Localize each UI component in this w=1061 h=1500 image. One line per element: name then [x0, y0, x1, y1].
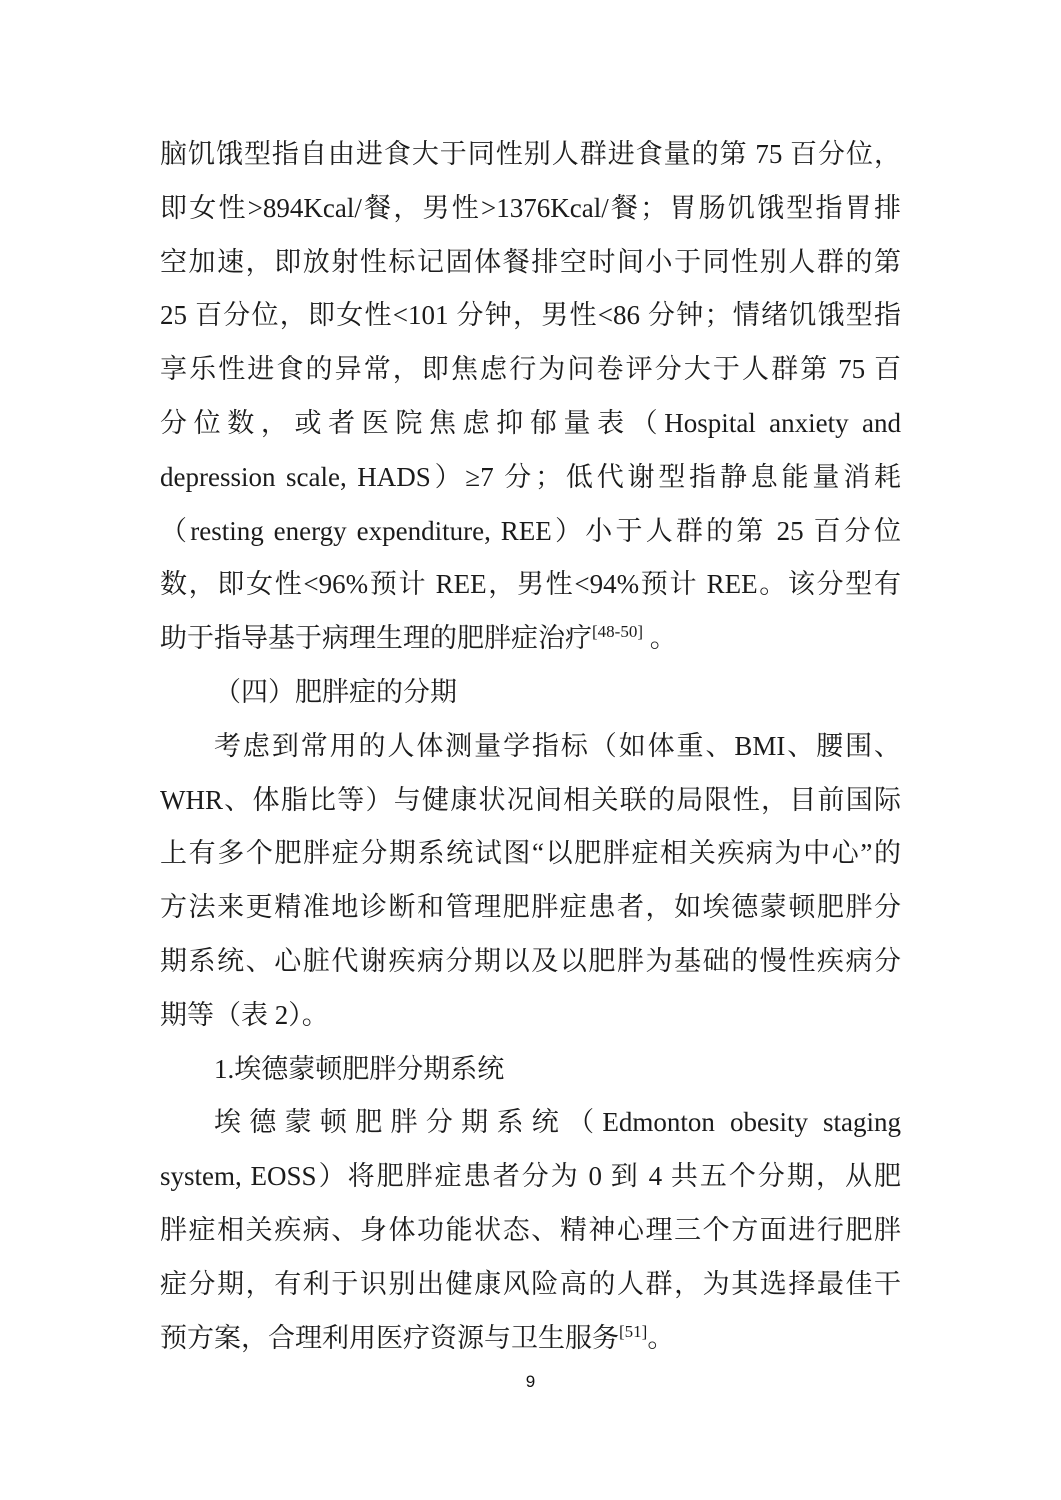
text-line [160, 451, 901, 505]
text-line [160, 989, 901, 1043]
text-segment: 。 [647, 1322, 675, 1353]
text-block [160, 128, 901, 1365]
text-segment: 。 [642, 623, 677, 654]
text-line [160, 1150, 901, 1204]
text-segment: system, EOSS）将肥胖症患者分为 0 到 4 共五个分期，从肥 [160, 1161, 901, 1192]
text-line [160, 236, 901, 290]
text-line [160, 827, 901, 881]
text-segment: （四）肥胖症的分期 [214, 676, 457, 707]
text-line [160, 128, 901, 182]
text-segment: 享乐性进食的异常，即焦虑行为问卷评分大于人群第 75 百 [160, 354, 901, 385]
text-segment: 1.埃德蒙顿肥胖分期系统 [214, 1053, 505, 1084]
text-segment: 上有多个肥胖症分期系统试图“以肥胖症相关疾病为中心”的 [160, 838, 901, 869]
text-segment: 25 百分位，即女性<101 分钟，男性<86 分钟；情绪饥饿型指 [160, 300, 901, 331]
text-segment: WHR、体脂比等）与健康状况间相关联的局限性，目前国际 [160, 784, 901, 815]
text-segment: 方法来更精准地诊断和管理肥胖症患者，如埃德蒙顿肥胖分 [160, 892, 901, 923]
heading-section-4 [160, 666, 901, 720]
citation-superscript: [51] [619, 1321, 648, 1341]
text-line [160, 182, 901, 236]
text-segment: depression scale, HADS）≥7 分；低代谢型指静息能量消耗 [160, 461, 901, 492]
text-segment: 胖症相关疾病、身体功能状态、精神心理三个方面进行肥胖 [160, 1214, 901, 1245]
page-number: 9 [525, 1372, 536, 1391]
text-line [160, 397, 901, 451]
text-segment: 空加速，即放射性标记固体餐排空时间小于同性别人群的第 [160, 246, 901, 277]
text-line [160, 1096, 901, 1150]
text-line [160, 505, 901, 559]
text-line [160, 612, 901, 666]
text-segment: 分位数，或者医院焦虑抑郁量表（Hospital anxiety and [160, 407, 901, 438]
page-footer [0, 1372, 1061, 1392]
text-line [160, 1312, 901, 1366]
text-line [160, 558, 901, 612]
citation-superscript: [48-50] [592, 622, 643, 642]
text-line [160, 881, 901, 935]
text-segment: 脑饥饿型指自由进食大于同性别人群进食量的第 75 百分位， [160, 139, 901, 169]
text-line [160, 720, 901, 774]
text-segment: 数，即女性<96%预计 REE，男性<94%预计 REE。该分型有 [160, 569, 901, 600]
heading-subsection-1 [160, 1043, 901, 1097]
text-segment: 助于指导基于病理生理的肥胖症治疗 [160, 623, 592, 654]
text-segment: 预方案，合理利用医疗资源与卫生服务 [160, 1322, 619, 1353]
text-line [160, 1258, 901, 1312]
text-line [160, 774, 901, 828]
text-line [160, 1204, 901, 1258]
text-segment: 期等（表 2）。 [160, 999, 329, 1030]
text-line [160, 343, 901, 397]
text-line [160, 289, 901, 343]
text-segment: 即女性>894Kcal/餐，男性>1376Kcal/餐；胃肠饥饿型指胃排 [160, 192, 901, 223]
text-segment: 考虑到常用的人体测量学指标（如体重、BMI、腰围、 [214, 730, 901, 761]
text-segment: 埃德蒙顿肥胖分期系统（Edmonton obesity staging [214, 1107, 901, 1138]
text-line [160, 935, 901, 989]
text-segment: 期系统、心脏代谢疾病分期以及以肥胖为基础的慢性疾病分 [160, 945, 901, 976]
text-segment: 症分期，有利于识别出健康风险高的人群，为其选择最佳干 [160, 1268, 901, 1299]
text-segment: （resting energy expenditure, REE）小于人群的第 25 百分位 [160, 515, 901, 546]
